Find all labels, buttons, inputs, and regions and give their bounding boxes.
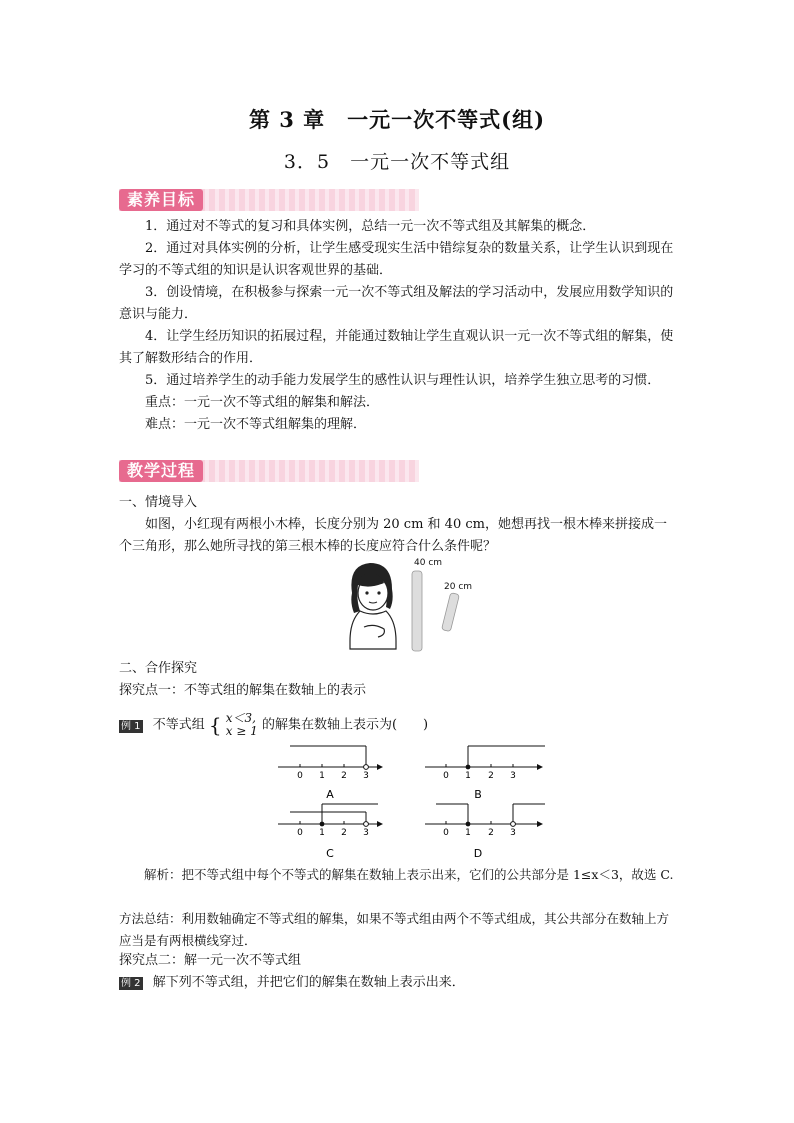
analysis-text: 解析：把不等式组中每个不等式的解集在数轴上表示出来，它们的公共部分是 1≤x＜3，故选 C. — [144, 867, 674, 882]
chapter-title: 第 3 章 一元一次不等式(组) — [248, 107, 546, 132]
example1-post: 的解集在数轴上表示为( ) — [261, 717, 429, 733]
option-c-label: C — [326, 847, 334, 860]
tick-label: 0 — [297, 771, 303, 781]
section-title: 3．5 一元一次不等式组 — [283, 151, 511, 173]
inequality-2: x ≥ 1 — [225, 724, 258, 738]
long-stick — [412, 571, 422, 651]
tick-label: 3 — [510, 828, 516, 838]
difficulty-point: 难点：一元一次不等式组解集的理解． — [145, 417, 367, 432]
tick-label: 2 — [488, 828, 494, 838]
tick-label: 3 — [363, 828, 369, 838]
example1-line — [119, 712, 679, 742]
tick-label: 3 — [510, 771, 516, 781]
tick-label: 0 — [443, 771, 449, 781]
point2-title: 探究点二：解一元一次不等式组 — [119, 953, 302, 968]
left-brace-icon: { — [208, 713, 222, 737]
option-b-number-line[interactable] — [425, 746, 545, 801]
girl-sticks-illustration — [340, 555, 490, 655]
example1-pre: 不等式组 — [152, 717, 205, 733]
tick-label: 2 — [341, 828, 347, 838]
example2-tag: 例 2 — [121, 978, 141, 989]
example2-line — [119, 972, 679, 994]
option-d-number-line[interactable] — [425, 804, 545, 860]
system-inequalities — [226, 712, 258, 738]
goals-list — [119, 216, 679, 436]
option-a-label: A — [326, 788, 334, 801]
number-line-options — [270, 740, 560, 865]
tick-label: 1 — [319, 771, 325, 781]
tick-label: 2 — [341, 771, 347, 781]
girl-icon — [350, 563, 396, 649]
goal-item-3: 3．创设情境，在积极参与探索一元一次不等式组及解法的学习活动中，发展应用数学知识的意识与能力． — [119, 285, 674, 322]
tick-label: 1 — [319, 828, 325, 838]
goal-item-2: 2．通过对具体实例的分析，让学生感受现实生活中错综复杂的数量关系，让学生认识到现在学习的不等式组的知识是认识客观世界的基础． — [119, 241, 674, 278]
stick-long-label: 40 cm — [414, 558, 443, 568]
process-banner — [119, 460, 419, 482]
method-summary: 方法总结：利用数轴确定不等式组的解集，如果不等式组由两个不等式组成，其公共部分在数轴上方应当是有两根横线穿过． — [119, 911, 670, 948]
tick-label: 3 — [363, 771, 369, 781]
goals-banner — [119, 189, 419, 211]
part1-title: 一、情境导入 — [119, 495, 198, 510]
option-d-label: D — [473, 847, 483, 860]
example2-text: 解下列不等式组，并把它们的解集在数轴上表示出来． — [152, 975, 465, 990]
tick-label: 0 — [297, 828, 303, 838]
tick-label: 1 — [465, 771, 471, 781]
option-c-number-line[interactable] — [278, 804, 382, 860]
inequality-1: x＜3, — [225, 711, 256, 725]
example1-tag: 例 1 — [121, 720, 141, 732]
short-stick — [442, 593, 460, 632]
key-point: 重点：一元一次不等式组的解集和解法． — [145, 395, 380, 410]
goal-item-4: 4．让学生经历知识的拓展过程，并能通过数轴让学生直观认识一元一次不等式组的解集，使其了解数形结合的作用． — [119, 329, 674, 366]
option-a-number-line[interactable] — [278, 746, 382, 801]
goal-item-5: 5．通过培养学生的动手能力发展学生的感性认识与理性认识，培养学生独立思考的习惯． — [145, 373, 661, 388]
goals-banner-label: 素养目标 — [119, 189, 203, 211]
tick-label: 1 — [465, 828, 471, 838]
tick-label: 2 — [488, 771, 494, 781]
part2-title: 二、合作探究 — [119, 661, 198, 676]
goal-item-1: 1．通过对不等式的复习和具体实例，总结一元一次不等式组及其解集的概念． — [145, 219, 596, 234]
point1-title: 探究点一：不等式组的解集在数轴上的表示 — [119, 683, 367, 698]
part1-text: 如图，小红现有两根小木棒，长度分别为 20 cm 和 40 cm，她想再找一根木棒来拼接成一个三角形，那么她所寻找的第三根木棒的长度应符合什么条件呢？ — [119, 517, 667, 554]
tick-label: 0 — [443, 828, 449, 838]
process-banner-label: 教学过程 — [119, 460, 203, 482]
option-b-label: B — [474, 788, 482, 801]
stick-short-label: 20 cm — [444, 582, 473, 592]
